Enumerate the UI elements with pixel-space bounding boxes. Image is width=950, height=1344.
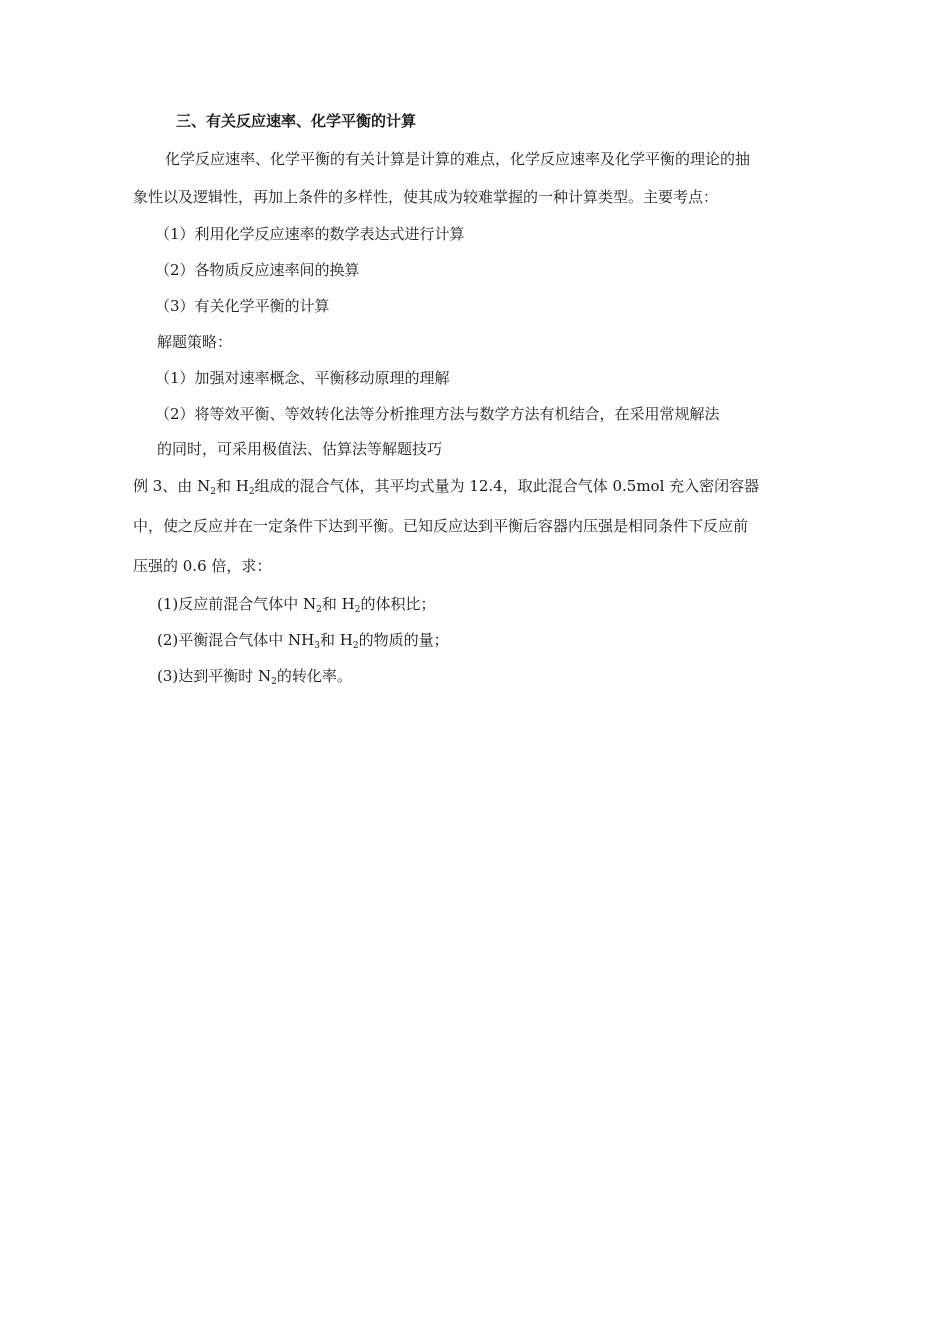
subscript: 2	[248, 487, 255, 497]
example-line-1-part-a: 例 3、由 N	[133, 477, 211, 495]
question-2-part-b: 和 H	[319, 631, 353, 649]
intro-paragraph-line-1: 化学反应速率、化学平衡的有关计算是计算的难点，化学反应速率及化学平衡的理论的抽	[165, 150, 751, 168]
example-line-1-part-b: 和 H	[215, 477, 249, 495]
strategy-1: （1）加强对速率概念、平衡移动原理的理解	[155, 369, 450, 387]
key-point-3: （3）有关化学平衡的计算	[155, 297, 330, 315]
strategy-2-line-1: （2）将等效平衡、等效转化法等分析推理方法与数学方法有机结合，在采用常规解法	[155, 405, 720, 423]
subscript: 3	[314, 641, 320, 651]
question-1	[157, 594, 436, 614]
question-1-part-c: 的体积比；	[360, 595, 436, 613]
key-point-1: （1）利用化学反应速率的数学表达式进行计算	[155, 225, 465, 243]
strategy-title: 解题策略：	[157, 333, 233, 351]
question-3	[157, 666, 352, 686]
example-line-1-part-c: 组成的混合气体，其平均式量为 12.4，取此混合气体 0.5mol 充入密闭容器	[254, 477, 760, 495]
question-1-part-a: (1)反应前混合气体中 N	[157, 595, 317, 613]
example-line-1	[133, 476, 759, 496]
subscript: 2	[352, 641, 359, 651]
question-1-part-b: 和 H	[321, 595, 355, 613]
section-heading: 三、有关反应速率、化学平衡的计算	[176, 112, 417, 130]
strategy-2-line-2: 的同时，可采用极值法、估算法等解题技巧	[157, 440, 443, 458]
question-3-part-a: (3)达到平衡时 N	[157, 667, 272, 685]
question-2	[157, 630, 449, 650]
key-point-2: （2）各物质反应速率间的换算	[155, 261, 360, 279]
example-line-2: 中，使之反应并在一定条件下达到平衡。已知反应达到平衡后容器内压强是相同条件下反应前	[133, 517, 749, 535]
subscript: 2	[271, 677, 277, 687]
subscript: 2	[210, 487, 216, 497]
question-2-part-c: 的物质的量；	[358, 631, 449, 649]
example-line-3: 压强的 0.6 倍，求：	[133, 557, 272, 575]
intro-paragraph-line-2: 象性以及逻辑性，再加上条件的多样性，使其成为较难掌握的一种计算类型。主要考点：	[133, 188, 719, 206]
question-2-part-a: (2)平衡混合气体中 NH	[157, 631, 315, 649]
question-3-part-b: 的转化率。	[276, 667, 352, 685]
subscript: 2	[354, 605, 361, 615]
subscript: 2	[316, 605, 322, 615]
